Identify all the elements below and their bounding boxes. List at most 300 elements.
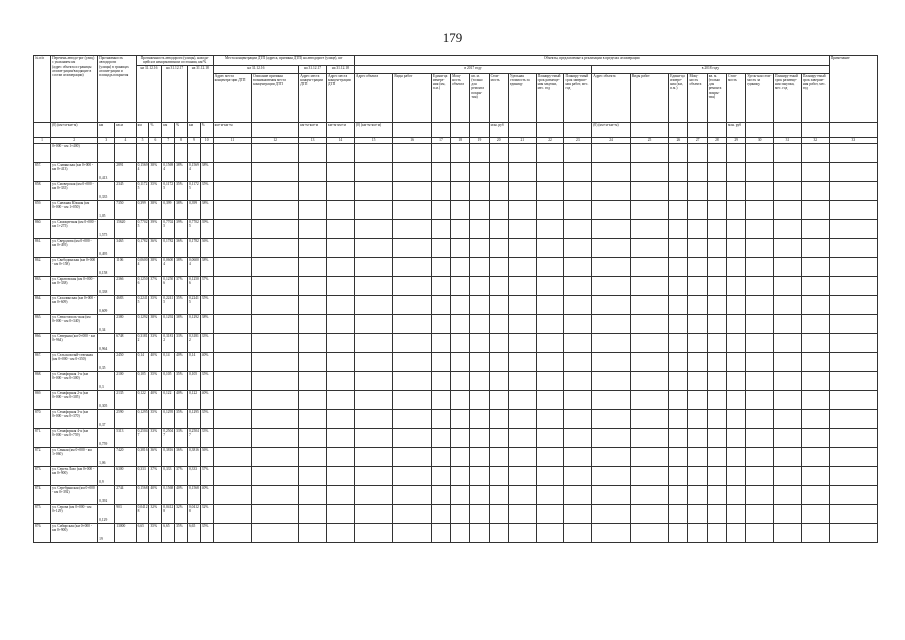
table-cell: 33% — [149, 428, 162, 447]
table-cell — [393, 276, 432, 295]
table-cell — [213, 504, 252, 523]
table-cell — [746, 428, 774, 447]
table-cell — [746, 390, 774, 409]
table-cell — [669, 409, 688, 428]
table-cell — [508, 162, 536, 181]
table-cell — [564, 428, 592, 447]
header-cell: Виды работ — [393, 73, 432, 122]
table-cell — [431, 162, 450, 181]
table-cell — [508, 181, 536, 200]
table-cell — [431, 200, 450, 219]
table-cell — [774, 504, 802, 523]
table-cell: 38% — [175, 200, 188, 219]
table-cell — [829, 390, 877, 409]
table-cell: 0,1250 6 — [187, 276, 200, 295]
table-cell: ул. Славянская (км 0+000 - км 0+413) — [51, 162, 98, 181]
table-cell: 37% — [200, 276, 213, 295]
table-cell — [726, 333, 745, 352]
table-cell — [829, 504, 877, 523]
table-cell — [299, 314, 327, 333]
table-cell — [213, 352, 252, 371]
table-cell — [470, 409, 489, 428]
table-cell — [688, 504, 707, 523]
table-cell — [327, 257, 355, 276]
column-number: 16 — [393, 137, 432, 143]
table-cell: 37% — [175, 276, 188, 295]
unit-cell: км+м-км+м — [299, 122, 327, 137]
table-cell — [451, 428, 470, 447]
column-number: 4 — [115, 137, 136, 143]
table-cell — [536, 390, 564, 409]
table-cell — [564, 523, 592, 542]
unit-cell: % — [200, 122, 213, 137]
table-cell: 35% — [200, 295, 213, 314]
table-row — [34, 238, 878, 257]
table-cell: ул. Сельскохозяй-ственная (км 0+000 - км 0+350) — [51, 352, 98, 371]
table-cell: ул. Смоверская (км 0+000 - км 0+335) — [51, 181, 98, 200]
table-cell — [252, 162, 299, 181]
table-cell — [470, 428, 489, 447]
table-cell — [431, 428, 450, 447]
table-cell — [431, 181, 450, 200]
table-cell — [252, 276, 299, 295]
table-cell — [801, 276, 829, 295]
header-cell: Стои-мость — [726, 73, 745, 122]
table-cell — [707, 466, 726, 485]
table-cell — [252, 447, 299, 466]
table-cell: 0,1782 — [162, 238, 175, 257]
column-number: 27 — [688, 137, 707, 143]
table-cell — [829, 257, 877, 276]
table-cell — [451, 523, 470, 542]
table-cell: 0,1295 — [187, 409, 200, 428]
table-cell: 32% — [175, 504, 188, 523]
table-cell — [669, 143, 688, 162]
table-cell — [470, 371, 489, 390]
table-cell — [354, 333, 393, 352]
table-cell — [669, 352, 688, 371]
table-cell — [746, 371, 774, 390]
table-cell — [536, 333, 564, 352]
table-cell — [726, 143, 745, 162]
table-cell: 36% — [200, 447, 213, 466]
table-cell — [688, 181, 707, 200]
table-cell — [252, 238, 299, 257]
table-cell: 0,3816 — [162, 447, 175, 466]
table-cell — [431, 219, 450, 238]
table-cell: 861. — [34, 238, 51, 257]
table-cell: 37% — [175, 466, 188, 485]
table-cell: 857. — [34, 162, 51, 181]
header-cell: на 31.12.17 — [299, 65, 327, 73]
table-cell — [564, 295, 592, 314]
table-cell — [669, 162, 688, 181]
table-cell — [707, 276, 726, 295]
table-cell — [829, 276, 877, 295]
table-cell — [564, 485, 592, 504]
table-cell — [299, 371, 327, 390]
table-cell: 38% — [149, 200, 162, 219]
table-cell — [592, 219, 631, 238]
table-cell — [801, 295, 829, 314]
table-cell: 0,158 — [98, 257, 115, 276]
table-cell — [213, 333, 252, 352]
table-cell — [451, 181, 470, 200]
table-cell — [592, 181, 631, 200]
table-cell — [393, 200, 432, 219]
table-cell — [431, 238, 450, 257]
table-cell — [299, 504, 327, 523]
table-cell — [592, 276, 631, 295]
table-cell — [564, 238, 592, 257]
unit-cell — [536, 122, 564, 137]
table-cell — [746, 238, 774, 257]
column-number: 2 — [51, 137, 98, 143]
table-cell — [470, 314, 489, 333]
table-cell — [252, 257, 299, 276]
unit-cell — [774, 122, 802, 137]
table-cell — [354, 428, 393, 447]
table-cell: 0,0412 8 — [162, 504, 175, 523]
table-cell — [592, 333, 631, 352]
table-cell — [536, 352, 564, 371]
table-cell — [354, 219, 393, 238]
table-cell: 0,399 — [136, 200, 149, 219]
unit-cell — [431, 122, 450, 137]
table-cell — [774, 409, 802, 428]
table-cell — [393, 238, 432, 257]
table-cell — [451, 504, 470, 523]
table-cell: 35% — [175, 409, 188, 428]
table-cell — [213, 485, 252, 504]
table-cell — [592, 257, 631, 276]
table-cell — [213, 295, 252, 314]
header-row-1 — [34, 56, 878, 66]
table-cell: 869. — [34, 390, 51, 409]
column-number: 21 — [508, 137, 536, 143]
table-cell — [213, 428, 252, 447]
table-cell — [726, 276, 745, 295]
header-cell: кв. м. (только для ремонта покры-тия) — [707, 73, 726, 122]
table-cell — [707, 447, 726, 466]
table-row — [34, 333, 878, 352]
table-cell — [187, 143, 200, 162]
table-cell: 40% — [175, 352, 188, 371]
table-cell: 0,105 — [136, 371, 149, 390]
table-cell — [354, 162, 393, 181]
table-cell: ул. Семафорная 4-я (км 0+000 - км 0+759) — [51, 428, 98, 447]
table-cell: 1,05 — [98, 200, 115, 219]
table-cell — [354, 390, 393, 409]
table-cell — [726, 314, 745, 333]
table-cell: 40% — [200, 352, 213, 371]
table-cell: 2590 — [115, 409, 136, 428]
table-cell — [564, 371, 592, 390]
table-cell: 35% — [175, 371, 188, 390]
table-cell — [252, 409, 299, 428]
table-cell — [774, 181, 802, 200]
table-cell — [829, 200, 877, 219]
table-row — [34, 409, 878, 428]
table-cell: ул. Северная (км 0+000 - км 0+964) — [51, 333, 98, 352]
table-cell: 0,14 — [162, 352, 175, 371]
table-cell: 35% — [175, 523, 188, 542]
table-cell — [470, 390, 489, 409]
table-cell: 4683 — [115, 295, 136, 314]
table-cell — [393, 219, 432, 238]
unit-cell — [252, 122, 299, 137]
table-cell: 0,2241 5 — [136, 295, 149, 314]
header-cell: Адрес места концен-трации ДТП — [299, 73, 327, 122]
table-cell — [252, 485, 299, 504]
table-cell: 0,1569 4 — [187, 162, 200, 181]
table-cell — [688, 428, 707, 447]
table-cell — [774, 485, 802, 504]
table-cell — [299, 447, 327, 466]
table-cell — [252, 352, 299, 371]
table-cell: 0,7702 5 — [136, 219, 149, 238]
header-cell: на 31.12.18 — [327, 65, 355, 73]
table-cell: 0,2504 7 — [187, 428, 200, 447]
header-cell: Места концентрации ДТП (адреса, причины ДТП) на автодороге (улице), шт — [213, 56, 354, 66]
header-cell: Адрес места концентра-ции ДТП — [213, 73, 252, 122]
table-cell — [630, 485, 669, 504]
table-cell — [592, 485, 631, 504]
table-cell — [393, 295, 432, 314]
table-cell — [393, 428, 432, 447]
column-number: 15 — [354, 137, 393, 143]
table-row — [34, 295, 878, 314]
table-cell — [630, 352, 669, 371]
table-cell: 865. — [34, 314, 51, 333]
table-cell — [630, 276, 669, 295]
table-cell — [393, 143, 432, 162]
table-cell: 867. — [34, 352, 51, 371]
table-cell — [592, 162, 631, 181]
table-cell — [252, 200, 299, 219]
table-cell — [707, 257, 726, 276]
table-cell — [508, 409, 536, 428]
table-cell — [829, 352, 877, 371]
table-cell: 874. — [34, 485, 51, 504]
table-cell — [707, 314, 726, 333]
table-cell — [299, 257, 327, 276]
table-cell — [688, 390, 707, 409]
table-cell: ул. Серова (км 0+000 - км 0+129) — [51, 504, 98, 523]
header-cell: Виды работ — [630, 73, 669, 122]
table-cell — [707, 371, 726, 390]
table-cell — [726, 447, 745, 466]
table-cell — [354, 352, 393, 371]
table-cell — [393, 504, 432, 523]
table-cell — [327, 504, 355, 523]
table-cell — [489, 447, 508, 466]
table-cell: 0,14 — [136, 352, 149, 371]
table-cell — [829, 447, 877, 466]
table-cell: 0,759 — [98, 428, 115, 447]
table-cell: 5313 — [115, 428, 136, 447]
table-cell — [592, 352, 631, 371]
table-cell — [630, 257, 669, 276]
table-cell — [630, 371, 669, 390]
table-cell — [508, 295, 536, 314]
table-cell: 0,0600 4 — [162, 257, 175, 276]
column-number: 9 — [187, 137, 200, 143]
table-cell: 36% — [175, 238, 188, 257]
table-cell — [592, 314, 631, 333]
table-cell — [801, 428, 829, 447]
table-cell — [508, 333, 536, 352]
table-cell — [327, 314, 355, 333]
table-cell — [213, 143, 252, 162]
table-cell — [801, 523, 829, 542]
table-cell — [774, 390, 802, 409]
table-cell: 0,2241 5 — [187, 295, 200, 314]
unit-cell: км — [187, 122, 200, 137]
table-cell — [299, 295, 327, 314]
header-cell: Мощ-ность объекта — [451, 73, 470, 122]
header-cell: Адрес места концен-трации ДТП — [327, 73, 355, 122]
table-cell — [707, 485, 726, 504]
table-cell — [564, 181, 592, 200]
table-cell — [508, 485, 536, 504]
table-cell — [299, 162, 327, 181]
table-cell — [707, 143, 726, 162]
unit-cell — [669, 122, 688, 137]
table-cell: 13000 — [115, 523, 136, 542]
table-cell — [726, 485, 745, 504]
column-number: 22 — [536, 137, 564, 143]
table-cell — [470, 523, 489, 542]
header-cell: Адрес объекта — [592, 73, 631, 122]
table-cell: 870. — [34, 409, 51, 428]
table-cell — [299, 200, 327, 219]
table-cell: ул. Самоцветная (км 0+000 - км 1+275) — [51, 219, 98, 238]
header-cell: Мощ-ность объекта — [688, 73, 707, 122]
table-cell — [536, 238, 564, 257]
table-cell — [592, 295, 631, 314]
table-cell — [252, 314, 299, 333]
table-cell: 0,413 — [98, 162, 115, 181]
table-cell — [327, 428, 355, 447]
table-cell — [536, 523, 564, 542]
table-cell — [327, 143, 355, 162]
table-cell — [592, 390, 631, 409]
unit-cell: (0) (км+м-км+м) — [354, 122, 393, 137]
header-cell: Объекты, предлагаемые к реализации в пределах агломерации — [354, 56, 829, 66]
column-number: 24 — [592, 137, 631, 143]
header-cell: кв. м. (только для ремонта покры-тия) — [470, 73, 489, 122]
table-cell — [688, 371, 707, 390]
table-cell — [774, 143, 802, 162]
table-cell — [592, 238, 631, 257]
table-row — [34, 162, 878, 181]
table-cell — [669, 238, 688, 257]
table-cell: 2891 — [115, 162, 136, 181]
table-cell — [489, 409, 508, 428]
table-row — [34, 143, 878, 162]
table-cell — [829, 219, 877, 238]
table-cell — [508, 371, 536, 390]
table-cell — [431, 409, 450, 428]
table-cell — [470, 352, 489, 371]
table-cell — [327, 485, 355, 504]
table-cell: 0,495 — [98, 238, 115, 257]
table-cell — [592, 409, 631, 428]
table-cell — [564, 390, 592, 409]
table-cell — [451, 162, 470, 181]
table-cell — [688, 200, 707, 219]
table-cell — [489, 143, 508, 162]
unit-cell: % — [149, 122, 162, 137]
table-cell — [451, 238, 470, 257]
table-cell: ул. Семафорная 1-я (км 0+000 - км 0+300) — [51, 371, 98, 390]
table-cell — [630, 238, 669, 257]
table-cell: ул. Семафорная 3-я (км 0+000 - км 0+370) — [51, 409, 98, 428]
table-cell — [451, 314, 470, 333]
table-cell — [774, 314, 802, 333]
table-cell: 0,3181 2 — [136, 333, 149, 352]
table-cell — [252, 333, 299, 352]
header-cell: Планиру-емый срок заверше-ния работ, мес. год — [801, 73, 829, 122]
table-cell: 0,1568 — [187, 485, 200, 504]
table-cell — [213, 371, 252, 390]
table-cell — [431, 523, 450, 542]
table-cell — [536, 200, 564, 219]
table-cell — [829, 162, 877, 181]
table-cell: 0,2241 5 — [162, 295, 175, 314]
table-cell — [829, 314, 877, 333]
table-cell: 3465 — [115, 238, 136, 257]
table-cell — [213, 219, 252, 238]
table-cell — [829, 428, 877, 447]
table-cell — [630, 200, 669, 219]
table-cell — [213, 181, 252, 200]
table-cell — [688, 466, 707, 485]
header-cell: № п/п — [34, 56, 51, 123]
table-cell: ул. Серебрянская (км 0+000 - км 0+392) — [51, 485, 98, 504]
table-cell — [564, 409, 592, 428]
table-cell — [508, 447, 536, 466]
table-cell — [829, 466, 877, 485]
table-cell — [393, 333, 432, 352]
table-cell — [470, 181, 489, 200]
table-cell: 35% — [149, 409, 162, 428]
table-cell — [354, 200, 393, 219]
table-cell — [829, 181, 877, 200]
table-cell — [630, 181, 669, 200]
table-cell: 1,06 — [98, 447, 115, 466]
table-cell: 37% — [149, 276, 162, 295]
table-cell — [354, 238, 393, 257]
header-cell: Едини-ца измере-ния (км, п.м.) — [669, 73, 688, 122]
table-cell — [801, 447, 829, 466]
table-cell — [536, 314, 564, 333]
table-cell — [707, 181, 726, 200]
table-cell — [536, 219, 564, 238]
table-cell: 0,609 — [98, 295, 115, 314]
table-cell — [564, 143, 592, 162]
table-cell: 2450 — [115, 352, 136, 371]
table-cell — [726, 257, 745, 276]
table-cell — [536, 162, 564, 181]
table-cell — [774, 162, 802, 181]
table-cell — [470, 238, 489, 257]
table-cell: 35% — [200, 409, 213, 428]
unit-cell: км+м-км+м — [213, 122, 252, 137]
table-cell: 6300 — [115, 466, 136, 485]
table-cell — [688, 352, 707, 371]
